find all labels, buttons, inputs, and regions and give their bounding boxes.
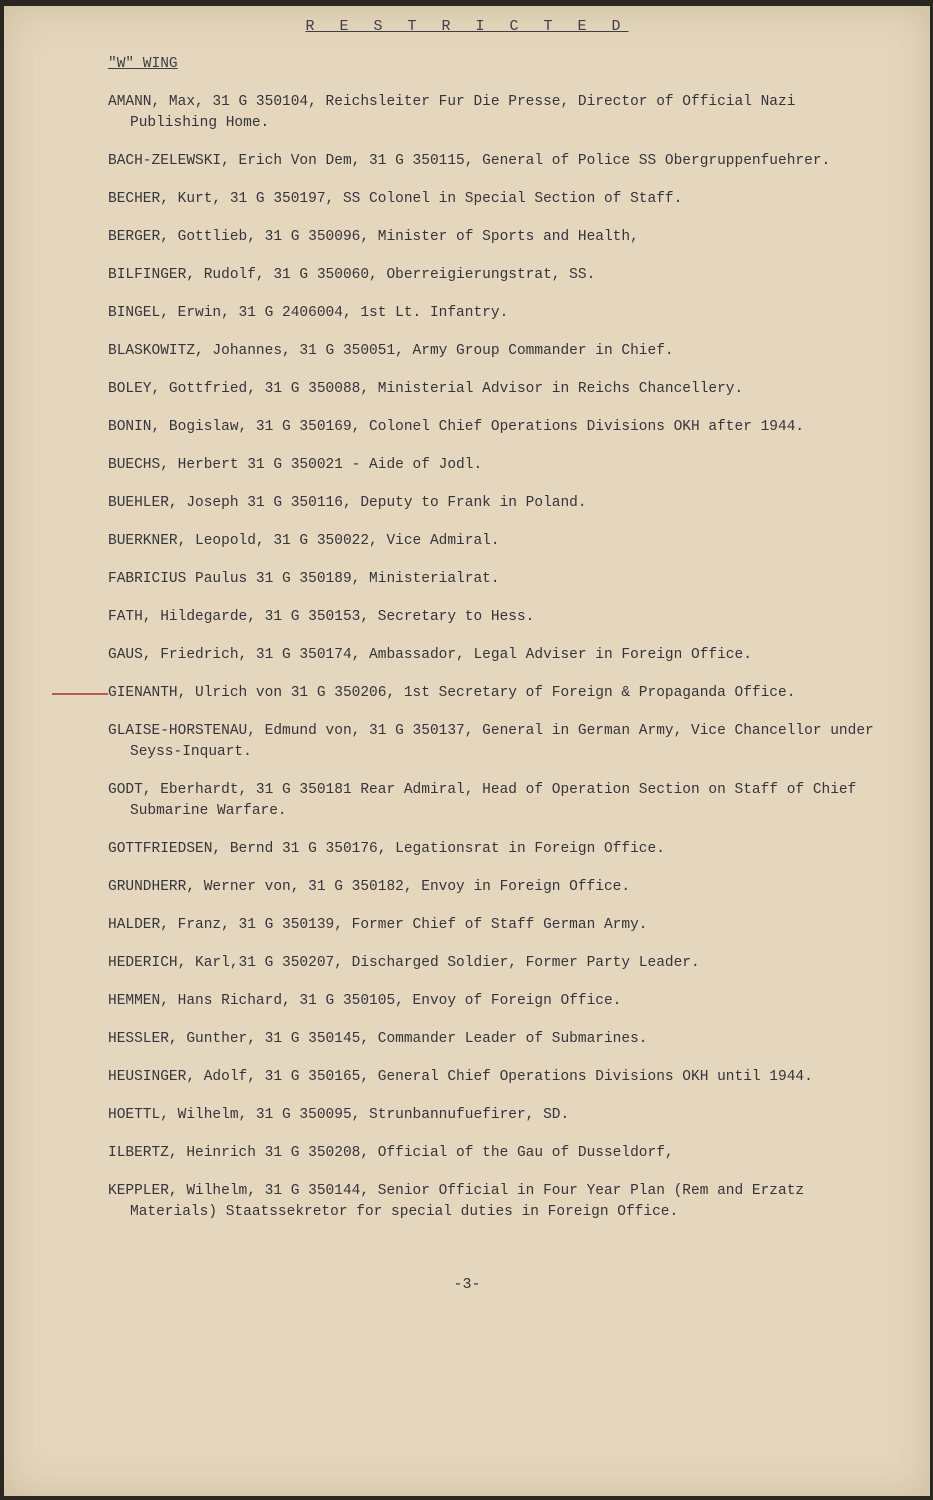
list-item: BUECHS, Herbert 31 G 350021 - Aide of Jodl. [108,457,483,473]
list-item: GAUS, Friedrich, 31 G 350174, Ambassador, Legal Adviser in Foreign Office. [108,647,752,663]
list-item: KEPPLER, Wilhelm, 31 G 350144, Senior Official in Four Year Plan (Rem and Erzatz Materials) Staatssekretor for special duties in Foreign Office. [108,1183,813,1220]
list-item: HALDER, Franz, 31 G 350139, Former Chief of Staff German Army. [108,917,648,933]
list-item: BUERKNER, Leopold, 31 G 350022, Vice Admiral. [108,533,500,549]
list-item: BILFINGER, Rudolf, 31 G 350060, Oberreigierungstrat, SS. [108,267,596,283]
list-item: AMANN, Max, 31 G 350104, Reichsleiter Fur Die Presse, Director of Official Nazi Publishing Home. [108,94,805,131]
list-item: GRUNDHERR, Werner von, 31 G 350182, Envoy in Foreign Office. [108,879,631,895]
list-item: BINGEL, Erwin, 31 G 2406004, 1st Lt. Infantry. [108,305,509,321]
list-item: FABRICIUS Paulus 31 G 350189, Ministerialrat. [108,571,500,587]
list-item: HEUSINGER, Adolf, 31 G 350165, General Chief Operations Divisions OKH until 1944. [108,1069,813,1085]
list-item: GODT, Eberhardt, 31 G 350181 Rear Admiral, Head of Operation Section on Staff of Chief Submarine Warfare. [108,782,866,819]
list-item: HEDERICH, Karl,31 G 350207, Discharged Soldier, Former Party Leader. [108,955,700,971]
list-item: BLASKOWITZ, Johannes, 31 G 350051, Army Group Commander in Chief. [108,343,674,359]
list-item: BUEHLER, Joseph 31 G 350116, Deputy to Frank in Poland. [108,495,587,511]
list-item: HESSLER, Gunther, 31 G 350145, Commander Leader of Submarines. [108,1031,648,1047]
list-item: BERGER, Gottlieb, 31 G 350096, Minister of Sports and Health, [108,229,639,245]
list-item: HOETTL, Wilhelm, 31 G 350095, Strunbannufuefirer, SD. [108,1107,570,1123]
list-item: GLAISE-HORSTENAU, Edmund von, 31 G 350137, General in German Army, Vice Chancellor under Seyss-Inquart. [108,723,883,760]
list-item: HEMMEN, Hans Richard, 31 G 350105, Envoy of Foreign Office. [108,993,622,1009]
list-item: BACH-ZELEWSKI, Erich Von Dem, 31 G 350115, General of Police SS Obergruppenfuehrer. [108,153,831,169]
page-number: -3- [453,1276,481,1293]
list-item: ILBERTZ, Heinrich 31 G 350208, Official of the Gau of Dusseldorf, [108,1145,674,1161]
list-item: BECHER, Kurt, 31 G 350197, SS Colonel in Special Section of Staff. [108,191,683,207]
list-item: BONIN, Bogislaw, 31 G 350169, Colonel Chief Operations Divisions OKH after 1944. [108,419,805,435]
document-page [4,6,930,1496]
personnel-list [108,92,888,1240]
section-title: "W" WING [108,56,178,72]
classification-heading: R E S T R I C T E D [305,18,629,35]
list-item: BOLEY, Gottfried, 31 G 350088, Ministerial Advisor in Reichs Chancellery. [108,381,744,397]
list-item: FATH, Hildegarde, 31 G 350153, Secretary to Hess. [108,609,535,625]
list-item-marked: GIENANTH, Ulrich von 31 G 350206, 1st Secretary of Foreign & Propaganda Office. [108,683,888,704]
list-item: GOTTFRIEDSEN, Bernd 31 G 350176, Legationsrat in Foreign Office. [108,841,665,857]
